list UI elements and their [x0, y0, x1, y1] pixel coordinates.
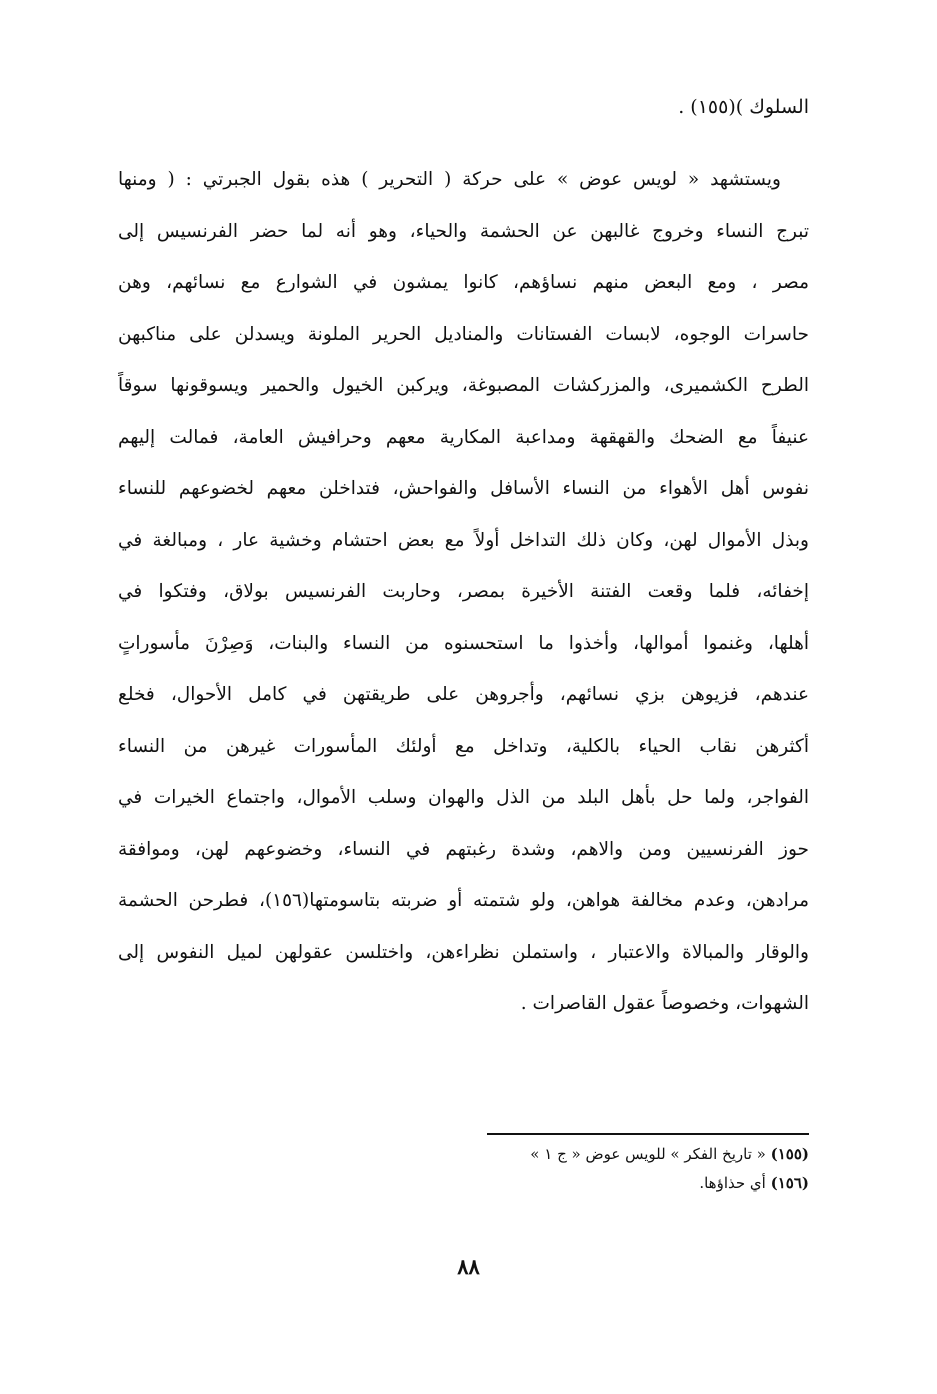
text-line: والوقار والمبالاة والاعتبار ، واستملن نظراءهن، واختلسن عقولهن لميل النفوس إلى [118, 941, 809, 963]
text-line: عندهم، فزيوهن بزي نسائهم، وأجروهن على طريقتهن في كامل الأحوال، فخلع [118, 684, 809, 705]
text-line: الفواجر، ولما حل بأهل البلد من الذل والهوان وسلب الأموال، واجتماع الخيرات في [118, 787, 809, 808]
text-line: عنيفاً مع الضحك والقهقهة ومداعبة المكارية معهم وحرافيش العامة، فمالت إليهم [118, 426, 809, 448]
text-line: ويستشهد « لويس عوض » على حركة ( التحرير ) هذه بقول الجبرتي : ( ومنها [118, 169, 781, 190]
text-line: حاسرات الوجوه، لابسات الفستانات والمناديل الحرير الملونة ويسدلن على مناكبهن [118, 323, 809, 345]
text-line: أهلها، وغنموا أموالها، وأخذوا ما استحسنوه من النساء والبنات، وَصِرْنَ مأسوراتٍ [118, 632, 809, 654]
footnote-number: (١٥٦) [770, 1174, 809, 1192]
text-line: إخفائه، فلما وقعت الفتنة الأخيرة بمصر، وحاربت الفرنسيس بولاق، وفتكوا في [118, 581, 809, 602]
main-paragraph [118, 154, 809, 1030]
footnote-item [449, 1140, 809, 1169]
page-number: ٨٨ [457, 1254, 480, 1279]
text-line: حوز الفرنسيين ومن والاهم، وشدة رغبتهم في النساء، وخضوعهم لهن، وموافقة [118, 838, 809, 860]
text-line: مرادهن، وعدم مخالفة هواهن، ولو شتمته أو ضربته بتاسومتها(١٥٦)، فطرحن الحشمة [118, 890, 809, 911]
text-line: وبذل الأموال لهن، وكان ذلك التداخل أولاً مع بعض احتشام وخشية عار ، ومبالغة في [118, 529, 809, 551]
text-line: مصر ، ومع البعض منهم نساؤهم، كانوا يمشون في الشوارع مع نسائهم، وهن [118, 272, 809, 293]
footnote-text: « تاريخ الفكر » للويس عوض « ج ١ » [530, 1145, 766, 1163]
footnote-number: (١٥٥) [770, 1145, 809, 1163]
footnote-item [449, 1169, 809, 1198]
continued-line: السلوك )(١٥٥) . [678, 96, 809, 118]
text-line: أكثرهن نقاب الحياء بالكلية، وتداخل مع أولئك المأسورات غيرهن من النساء [118, 735, 809, 757]
footnote-divider [487, 1133, 809, 1135]
text-line: نفوس أهل الأهواء من النساء الأسافل والفواحش، فتداخلن معهم لخضوعهم للنساء [118, 478, 809, 499]
text-line: الشهوات، وخصوصاً عقول القاصرات . [520, 993, 809, 1014]
text-line: الطرح الكشميرى، والمزركشات المصبوغة، ويركبن الخيول والحمير ويسوقونها سوقاً [118, 375, 809, 396]
footnote-text: أي حذاؤها. [699, 1174, 766, 1192]
footnotes [449, 1140, 809, 1198]
text-line: تبرج النساء وخروج غالبهن عن الحشمة والحياء، وهو أنه لما حضر الفرنسيس إلى [118, 220, 809, 242]
